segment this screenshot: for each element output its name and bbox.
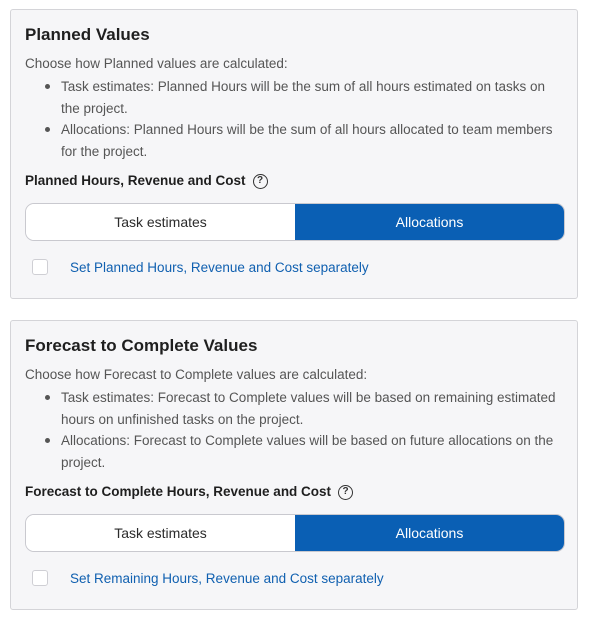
planned-task-estimates-button[interactable]: Task estimates: [26, 204, 295, 240]
forecast-task-estimates-button[interactable]: Task estimates: [26, 515, 295, 551]
list-item: Task estimates: Forecast to Complete values will be based on remaining estimated hours on unfinished tasks on the project.: [45, 387, 563, 430]
bullet-dot-icon: [45, 438, 50, 443]
forecast-field-label: Forecast to Complete Hours, Revenue and Cost ?: [25, 482, 563, 502]
help-icon[interactable]: ?: [338, 485, 353, 500]
planned-values-panel: [10, 9, 578, 299]
planned-values-description: Choose how Planned values are calculated:: [25, 56, 288, 71]
planned-source-toggle: [25, 203, 565, 241]
forecast-values-panel: [10, 320, 578, 610]
forecast-values-description: Choose how Forecast to Complete values are calculated:: [25, 367, 368, 382]
forecast-separate-label[interactable]: Set Remaining Hours, Revenue and Cost separately: [70, 570, 384, 586]
bullet-dot-icon: [45, 127, 50, 132]
planned-field-label: Planned Hours, Revenue and Cost ?: [25, 171, 563, 191]
forecast-allocations-button[interactable]: Allocations: [295, 515, 564, 551]
forecast-values-bullets: [25, 387, 563, 473]
forecast-source-toggle: [25, 514, 565, 552]
forecast-separate-row: [32, 570, 563, 586]
list-item: Allocations: Planned Hours will be the sum of all hours allocated to team members for the project.: [45, 119, 563, 162]
planned-allocations-button[interactable]: Allocations: [295, 204, 564, 240]
bullet-dot-icon: [45, 395, 50, 400]
list-item: Task estimates: Planned Hours will be the sum of all hours estimated on tasks on the project.: [45, 76, 563, 119]
forecast-separate-checkbox[interactable]: [32, 570, 48, 586]
help-icon[interactable]: ?: [253, 174, 268, 189]
planned-values-title: Planned Values: [25, 25, 150, 44]
list-item: Allocations: Forecast to Complete values will be based on future allocations on the project.: [45, 430, 563, 473]
bullet-dot-icon: [45, 84, 50, 89]
planned-separate-row: [32, 259, 563, 275]
planned-separate-checkbox[interactable]: [32, 259, 48, 275]
forecast-values-title: Forecast to Complete Values: [25, 336, 258, 355]
planned-separate-label[interactable]: Set Planned Hours, Revenue and Cost separately: [70, 259, 369, 275]
planned-values-bullets: [25, 76, 563, 162]
